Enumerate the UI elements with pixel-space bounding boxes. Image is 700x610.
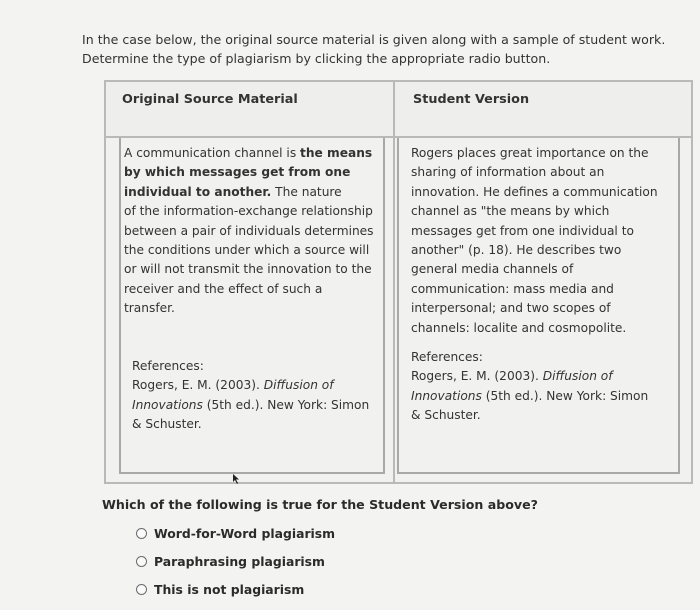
instructions-line-2: Determine the type of plagiarism by clicking the appropriate radio button. bbox=[82, 51, 551, 66]
instructions-line-1: In the case below, the original source material is given along with a sample of student work. bbox=[82, 32, 666, 47]
question-text: Which of the following is true for the Student Version above? bbox=[102, 497, 538, 512]
option-label[interactable]: Word-for-Word plagiarism bbox=[154, 525, 336, 541]
option-not-plagiarism[interactable] bbox=[136, 580, 304, 598]
student-version-text: Rogers places great importance on the sharing of information about an innovation. He defines a communication channel as "the means by which messages get from one individual to another" (p. 18). He describes two general media channels of communication: mass media and interpersonal; and two scopes of channels: localite and cosmopolite. bbox=[411, 146, 658, 335]
radio-unselected-icon[interactable] bbox=[136, 584, 147, 595]
header-original-source: Original Source Material bbox=[122, 92, 298, 107]
mouse-cursor-icon bbox=[232, 474, 240, 484]
option-label[interactable]: Paraphrasing plagiarism bbox=[154, 553, 325, 569]
table-header-row bbox=[106, 82, 691, 138]
instructions bbox=[82, 30, 682, 68]
header-student-version: Student Version bbox=[413, 92, 530, 107]
option-label[interactable]: This is not plagiarism bbox=[154, 581, 305, 597]
original-source-text: A communication channel is the means by which messages get from one individual to another. The nature of the information-exchange relationship between a pair of individuals determines the conditions under which a source will or will not transmit the innovation to the receiver and the effect of such a transfer. bbox=[124, 146, 374, 316]
radio-unselected-icon[interactable] bbox=[136, 528, 147, 539]
comparison-table bbox=[104, 80, 693, 484]
option-paraphrasing[interactable] bbox=[136, 552, 325, 570]
student-references: References: Rogers, E. M. (2003). Diffusion of Innovations (5th ed.). New York: Simon & Schuster. bbox=[411, 350, 649, 423]
column-divider bbox=[393, 82, 395, 482]
option-word-for-word[interactable] bbox=[136, 524, 335, 542]
radio-unselected-icon[interactable] bbox=[136, 556, 147, 567]
original-references: References: Rogers, E. M. (2003). Diffusion of Innovations (5th ed.). New York: Simon & Schuster. bbox=[132, 359, 370, 432]
